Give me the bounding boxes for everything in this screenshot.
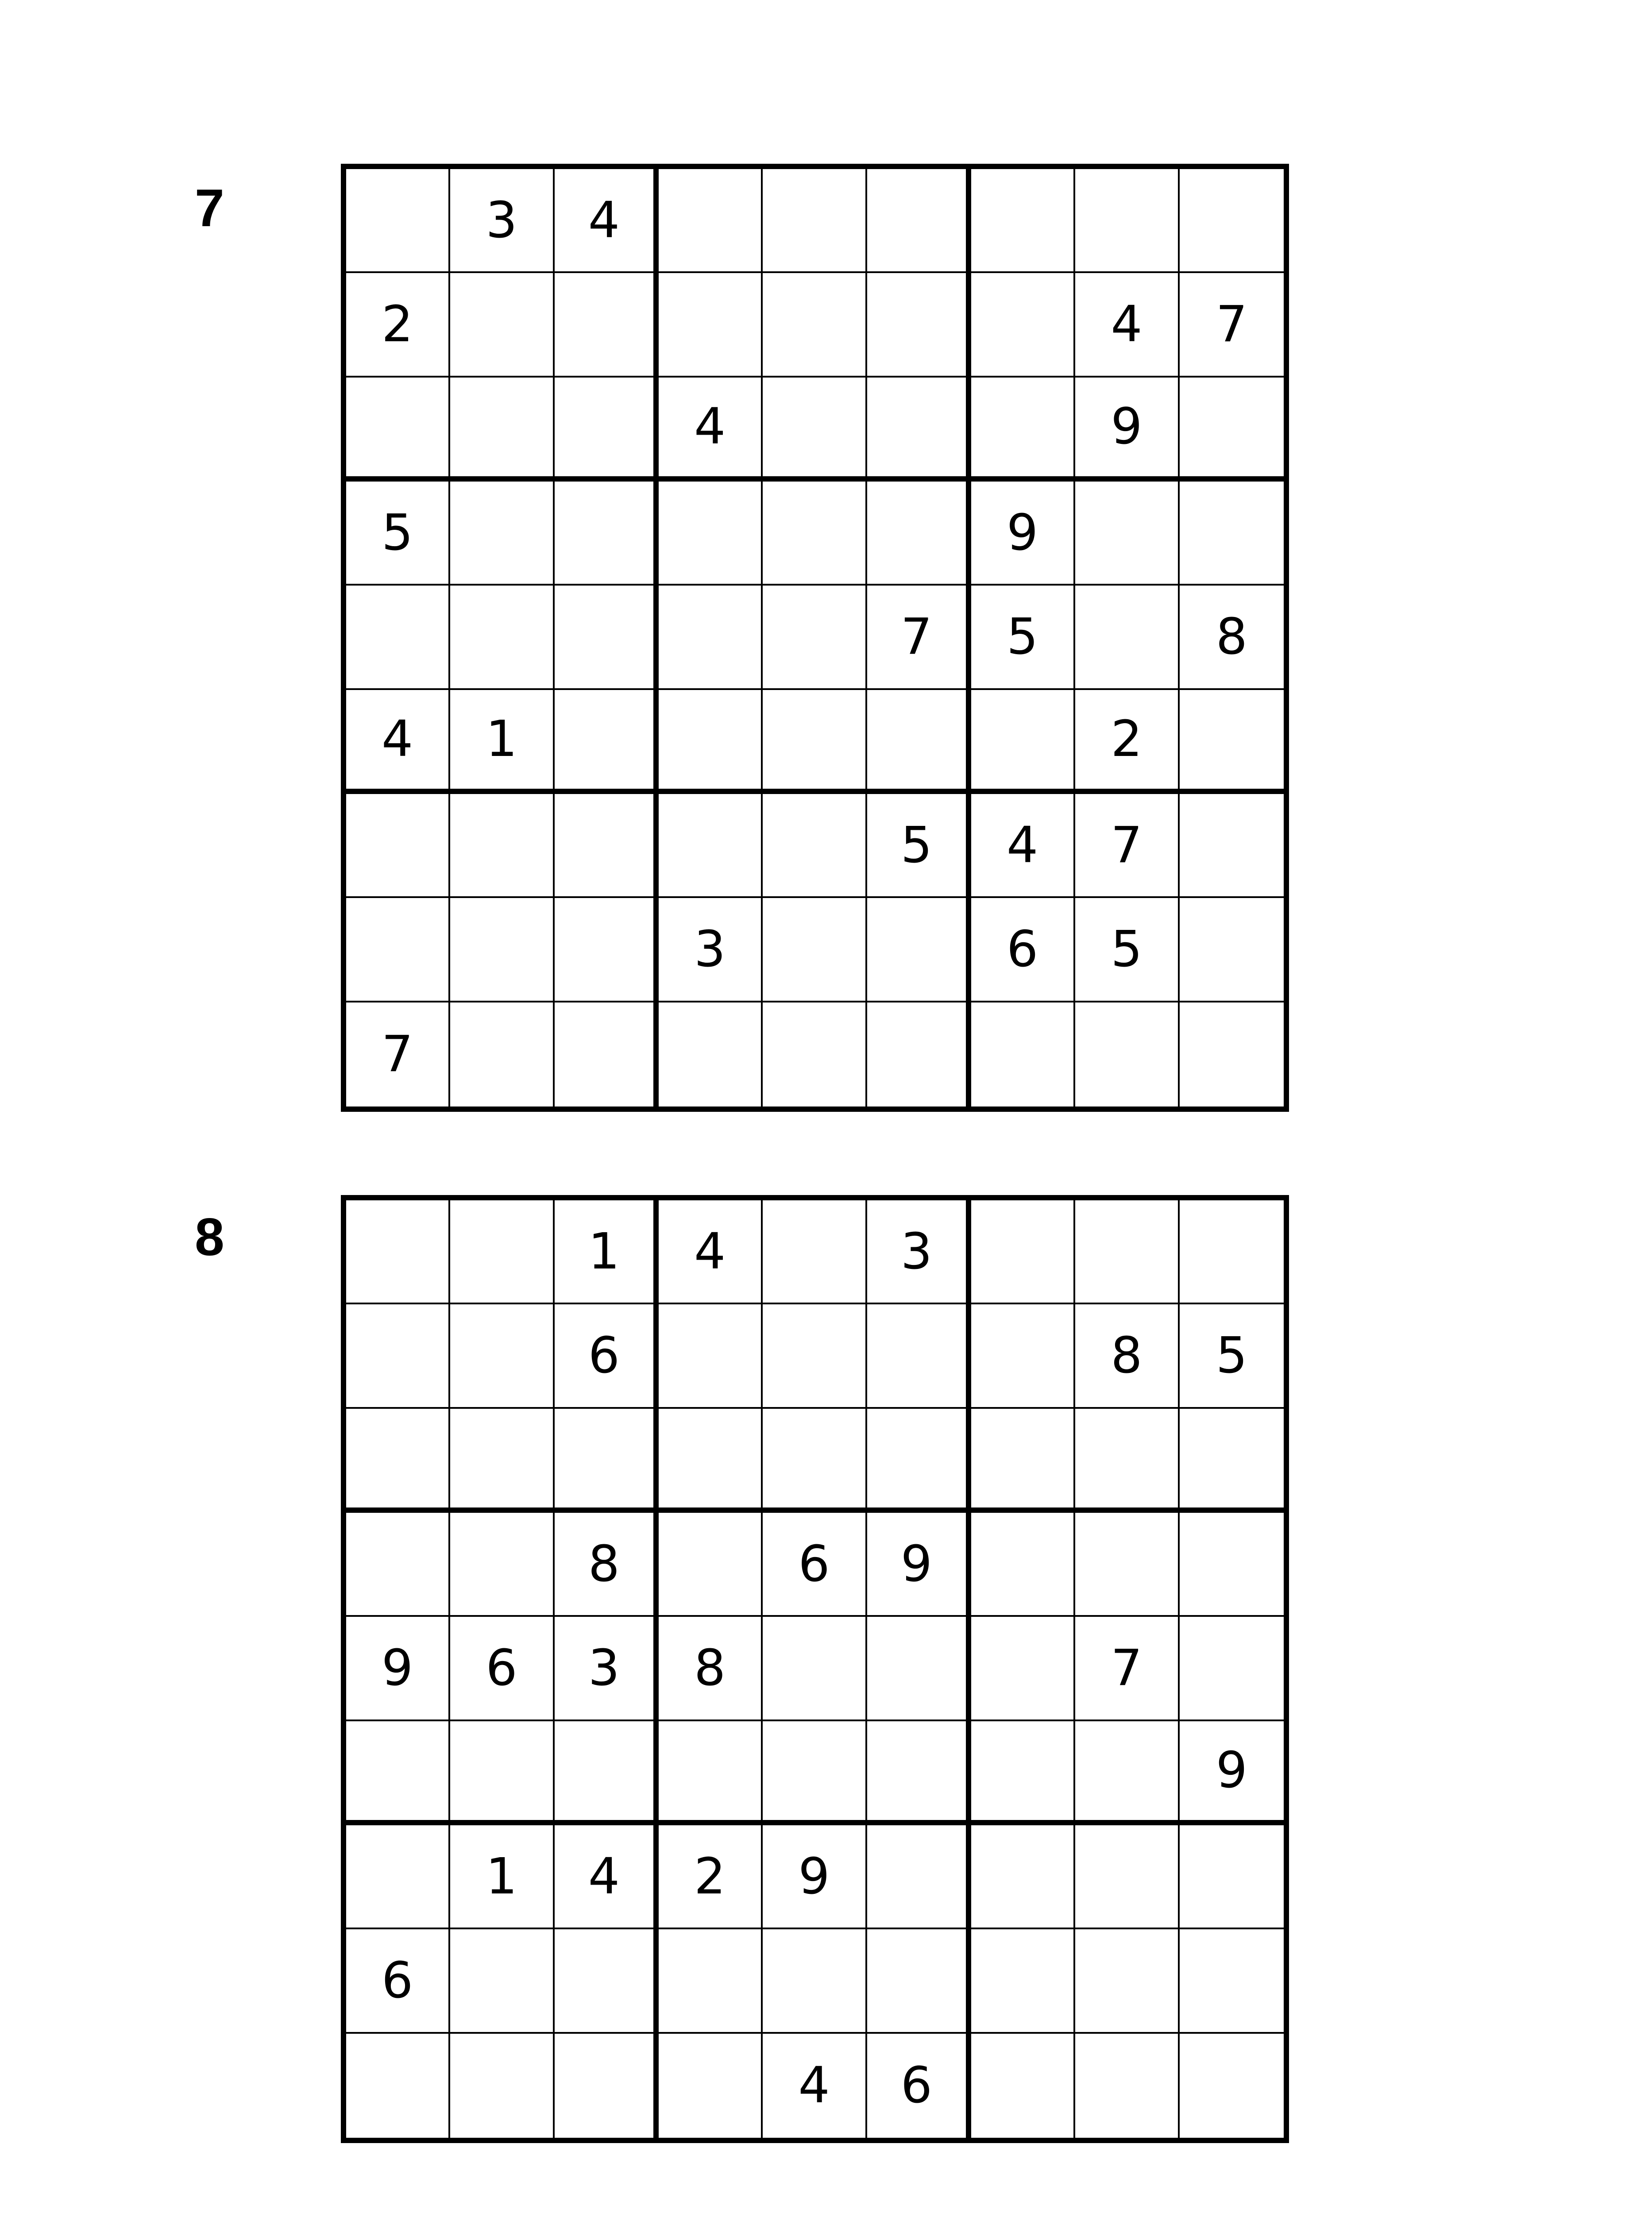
empty-cell[interactable] xyxy=(971,1200,1075,1304)
empty-cell[interactable] xyxy=(1180,2034,1284,2138)
given-cell: 5 xyxy=(346,482,450,586)
puzzle-number: 8 xyxy=(195,1207,224,1267)
empty-cell[interactable] xyxy=(867,1929,971,2033)
empty-cell[interactable] xyxy=(867,1304,971,1408)
empty-cell[interactable] xyxy=(346,1513,450,1617)
empty-cell[interactable] xyxy=(450,1304,554,1408)
given-cell: 5 xyxy=(867,794,971,898)
empty-cell[interactable] xyxy=(1180,1929,1284,2033)
empty-cell[interactable] xyxy=(450,1409,554,1513)
empty-cell[interactable] xyxy=(867,1825,971,1929)
empty-cell[interactable] xyxy=(450,273,554,377)
empty-cell[interactable] xyxy=(555,482,659,586)
given-cell: 1 xyxy=(555,1200,659,1304)
empty-cell[interactable] xyxy=(971,378,1075,482)
empty-cell[interactable] xyxy=(763,1721,867,1825)
empty-cell[interactable] xyxy=(450,1929,554,2033)
empty-cell[interactable] xyxy=(450,378,554,482)
given-cell: 4 xyxy=(971,794,1075,898)
given-cell: 1 xyxy=(450,1825,554,1929)
empty-cell[interactable] xyxy=(659,586,763,690)
empty-cell[interactable] xyxy=(763,1304,867,1408)
empty-cell[interactable] xyxy=(867,273,971,377)
empty-cell[interactable] xyxy=(555,378,659,482)
empty-cell[interactable] xyxy=(555,1929,659,2033)
given-cell: 2 xyxy=(659,1825,763,1929)
given-cell: 7 xyxy=(1075,794,1179,898)
empty-cell[interactable] xyxy=(1075,482,1179,586)
empty-cell[interactable] xyxy=(450,1513,554,1617)
puzzle-number: 7 xyxy=(195,178,224,238)
empty-cell[interactable] xyxy=(346,169,450,273)
empty-cell[interactable] xyxy=(1180,169,1284,273)
given-cell: 3 xyxy=(867,1200,971,1304)
empty-cell[interactable] xyxy=(971,1513,1075,1617)
empty-cell[interactable] xyxy=(763,482,867,586)
empty-cell[interactable] xyxy=(346,586,450,690)
empty-cell[interactable] xyxy=(763,898,867,1002)
empty-cell[interactable] xyxy=(763,1200,867,1304)
given-cell: 8 xyxy=(555,1513,659,1617)
given-cell: 6 xyxy=(346,1929,450,2033)
empty-cell[interactable] xyxy=(659,2034,763,2138)
empty-cell[interactable] xyxy=(1075,169,1179,273)
given-cell: 4 xyxy=(763,2034,867,2138)
empty-cell[interactable] xyxy=(1180,1617,1284,1721)
empty-cell[interactable] xyxy=(1075,1409,1179,1513)
empty-cell[interactable] xyxy=(450,586,554,690)
empty-cell[interactable] xyxy=(659,1002,763,1106)
empty-cell[interactable] xyxy=(763,1002,867,1106)
given-cell: 9 xyxy=(346,1617,450,1721)
empty-cell[interactable] xyxy=(971,1409,1075,1513)
empty-cell[interactable] xyxy=(659,1929,763,2033)
empty-cell[interactable] xyxy=(867,898,971,1002)
empty-cell[interactable] xyxy=(555,898,659,1002)
empty-cell[interactable] xyxy=(1075,586,1179,690)
empty-cell[interactable] xyxy=(346,1200,450,1304)
given-cell: 8 xyxy=(659,1617,763,1721)
given-cell: 9 xyxy=(971,482,1075,586)
empty-cell[interactable] xyxy=(659,1721,763,1825)
empty-cell[interactable] xyxy=(867,378,971,482)
given-cell: 2 xyxy=(346,273,450,377)
empty-cell[interactable] xyxy=(1180,794,1284,898)
empty-cell[interactable] xyxy=(1075,1002,1179,1106)
given-cell: 8 xyxy=(1180,586,1284,690)
empty-cell[interactable] xyxy=(763,1617,867,1721)
empty-cell[interactable] xyxy=(971,1002,1075,1106)
empty-cell[interactable] xyxy=(346,898,450,1002)
empty-cell[interactable] xyxy=(867,1002,971,1106)
empty-cell[interactable] xyxy=(346,378,450,482)
empty-cell[interactable] xyxy=(1180,1825,1284,1929)
given-cell: 7 xyxy=(1180,273,1284,377)
empty-cell[interactable] xyxy=(346,1721,450,1825)
empty-cell[interactable] xyxy=(555,1002,659,1106)
empty-cell[interactable] xyxy=(659,169,763,273)
empty-cell[interactable] xyxy=(1075,2034,1179,2138)
given-cell: 5 xyxy=(971,586,1075,690)
empty-cell[interactable] xyxy=(659,690,763,794)
given-cell: 3 xyxy=(555,1617,659,1721)
empty-cell[interactable] xyxy=(763,1929,867,2033)
empty-cell[interactable] xyxy=(971,1825,1075,1929)
empty-cell[interactable] xyxy=(555,2034,659,2138)
empty-cell[interactable] xyxy=(555,273,659,377)
empty-cell[interactable] xyxy=(1180,1513,1284,1617)
empty-cell[interactable] xyxy=(971,1929,1075,2033)
empty-cell[interactable] xyxy=(659,1409,763,1513)
empty-cell[interactable] xyxy=(763,794,867,898)
empty-cell[interactable] xyxy=(450,1200,554,1304)
given-cell: 8 xyxy=(1075,1304,1179,1408)
empty-cell[interactable] xyxy=(555,690,659,794)
empty-cell[interactable] xyxy=(1180,482,1284,586)
empty-cell[interactable] xyxy=(763,690,867,794)
empty-cell[interactable] xyxy=(450,794,554,898)
empty-cell[interactable] xyxy=(1075,1513,1179,1617)
given-cell: 1 xyxy=(450,690,554,794)
empty-cell[interactable] xyxy=(346,1825,450,1929)
empty-cell[interactable] xyxy=(1180,1002,1284,1106)
given-cell: 2 xyxy=(1075,690,1179,794)
empty-cell[interactable] xyxy=(867,1721,971,1825)
empty-cell[interactable] xyxy=(450,898,554,1002)
given-cell: 4 xyxy=(1075,273,1179,377)
empty-cell[interactable] xyxy=(555,1721,659,1825)
empty-cell[interactable] xyxy=(555,586,659,690)
empty-cell[interactable] xyxy=(1075,1721,1179,1825)
empty-cell[interactable] xyxy=(555,794,659,898)
empty-cell[interactable] xyxy=(971,169,1075,273)
given-cell: 7 xyxy=(867,586,971,690)
empty-cell[interactable] xyxy=(659,482,763,586)
empty-cell[interactable] xyxy=(450,482,554,586)
given-cell: 3 xyxy=(450,169,554,273)
sudoku-grid xyxy=(341,164,1289,1112)
empty-cell[interactable] xyxy=(346,1409,450,1513)
given-cell: 6 xyxy=(555,1304,659,1408)
given-cell: 4 xyxy=(555,169,659,273)
empty-cell[interactable] xyxy=(867,482,971,586)
given-cell: 9 xyxy=(1180,1721,1284,1825)
empty-cell[interactable] xyxy=(763,169,867,273)
empty-cell[interactable] xyxy=(1075,1200,1179,1304)
empty-cell[interactable] xyxy=(971,1721,1075,1825)
empty-cell[interactable] xyxy=(763,586,867,690)
empty-cell[interactable] xyxy=(1180,898,1284,1002)
empty-cell[interactable] xyxy=(659,794,763,898)
empty-cell[interactable] xyxy=(971,1304,1075,1408)
empty-cell[interactable] xyxy=(867,1617,971,1721)
given-cell: 9 xyxy=(1075,378,1179,482)
empty-cell[interactable] xyxy=(763,378,867,482)
empty-cell[interactable] xyxy=(659,273,763,377)
empty-cell[interactable] xyxy=(867,169,971,273)
given-cell: 6 xyxy=(867,2034,971,2138)
given-cell: 9 xyxy=(763,1825,867,1929)
empty-cell[interactable] xyxy=(346,1304,450,1408)
empty-cell[interactable] xyxy=(971,2034,1075,2138)
empty-cell[interactable] xyxy=(763,273,867,377)
empty-cell[interactable] xyxy=(659,1304,763,1408)
given-cell: 7 xyxy=(1075,1617,1179,1721)
given-cell: 6 xyxy=(971,898,1075,1002)
empty-cell[interactable] xyxy=(555,1409,659,1513)
empty-cell[interactable] xyxy=(450,2034,554,2138)
given-cell: 6 xyxy=(450,1617,554,1721)
given-cell: 5 xyxy=(1180,1304,1284,1408)
empty-cell[interactable] xyxy=(971,690,1075,794)
given-cell: 6 xyxy=(763,1513,867,1617)
empty-cell[interactable] xyxy=(1180,1409,1284,1513)
sudoku-grid xyxy=(341,1195,1289,2143)
empty-cell[interactable] xyxy=(971,1617,1075,1721)
empty-cell[interactable] xyxy=(346,2034,450,2138)
empty-cell[interactable] xyxy=(450,1721,554,1825)
given-cell: 4 xyxy=(346,690,450,794)
empty-cell[interactable] xyxy=(1180,1200,1284,1304)
given-cell: 3 xyxy=(659,898,763,1002)
given-cell: 7 xyxy=(346,1002,450,1106)
given-cell: 5 xyxy=(1075,898,1179,1002)
empty-cell[interactable] xyxy=(1180,690,1284,794)
empty-cell[interactable] xyxy=(867,690,971,794)
empty-cell[interactable] xyxy=(659,1513,763,1617)
empty-cell[interactable] xyxy=(450,1002,554,1106)
empty-cell[interactable] xyxy=(1180,378,1284,482)
empty-cell[interactable] xyxy=(971,273,1075,377)
given-cell: 9 xyxy=(867,1513,971,1617)
given-cell: 4 xyxy=(555,1825,659,1929)
given-cell: 4 xyxy=(659,378,763,482)
given-cell: 4 xyxy=(659,1200,763,1304)
empty-cell[interactable] xyxy=(867,1409,971,1513)
empty-cell[interactable] xyxy=(1075,1929,1179,2033)
empty-cell[interactable] xyxy=(346,794,450,898)
empty-cell[interactable] xyxy=(763,1409,867,1513)
empty-cell[interactable] xyxy=(1075,1825,1179,1929)
